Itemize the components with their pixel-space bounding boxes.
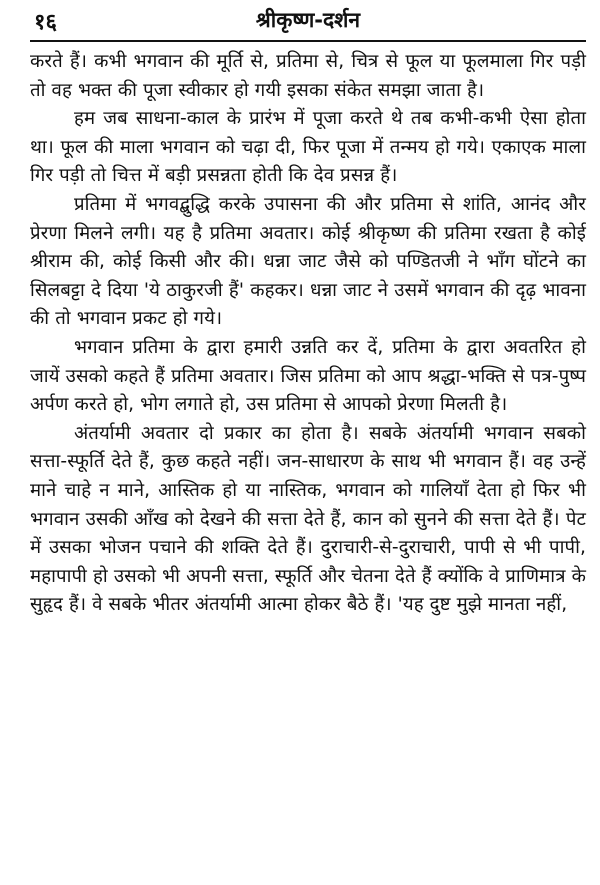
paragraph: अंतर्यामी अवतार दो प्रकार का होता है। सबके अंतर्यामी भगवान सबको सत्ता-स्फूर्ति देते हैं, कुछ कहते नहीं। जन-साधारण के साथ भी भगवान हैं। वह उन्हें माने चाहे न माने, आस्तिक हो या नास्तिक, भगवान को गालियाँ देता हो फिर भी भगवान उसकी आँख को देखने की सत्ता देते हैं, कान को सुनने की सत्ता देते हैं। पेट में उसका भोजन पचाने की शक्ति देते हैं। दुराचारी-से-दुराचारी, पापी से भी पापी, महापापी हो उसको भी अपनी सत्ता, स्फूर्ति और चेतना देते हैं क्योंकि वे प्राणिमात्र के सुहृद हैं। वे सबके भीतर अंतर्यामी आत्मा होकर बैठे हैं। 'यह दुष्ट मुझे मानता नहीं, — [30, 422, 586, 616]
paragraph: हम जब साधना-काल के प्रारंभ में पूजा करते थे तब कभी-कभी ऐसा होता था। फूल की माला भगवान को चढ़ा दी, फिर पूजा में तन्मय हो गये। एकाएक माला गिर पड़ी तो चित्त में बड़ी प्रसन्नता होती कि देव प्रसन्न हैं। — [30, 108, 586, 187]
running-title: श्रीकृष्ण-दर्शन — [255, 8, 361, 32]
paragraph-continued: करते हैं। कभी भगवान की मूर्ति से, प्रतिमा से, चित्र से फूल या फूलमाला गिर पड़ी तो वह भक्त की पूजा स्वीकार हो गयी इसका संकेत समझा जाता है। — [30, 51, 586, 101]
page-header — [30, 0, 586, 42]
body-text — [30, 48, 586, 620]
page-number: १६ — [34, 10, 57, 35]
paragraph: भगवान प्रतिमा के द्वारा हमारी उन्नति कर दें, प्रतिमा के द्वारा अवतरित हो जायें उसको कहते हैं प्रतिमा अवतार। जिस प्रतिमा को आप श्रद्धा-भक्ति से पत्र-पुष्प अर्पण करते हो, भोग लगाते हो, उस प्रतिमा से आपको प्रेरणा मिलती है। — [30, 336, 586, 416]
paragraph: प्रतिमा में भगवद्बुद्धि करके उपासना की और प्रतिमा से शांति, आनंद और प्रेरणा मिलने लगी। यह है प्रतिमा अवतार। कोई श्रीकृष्ण की प्रतिमा रखता है कोई श्रीराम की, कोई किसी और की। धन्ना जाट जैसे को पण्डितजी ने भाँग घोंटने का सिलबट्टा दे दिया 'ये ठाकुरजी हैं' कहकर। धन्ना जाट ने उसमें भगवान की दृढ़ भावना की तो भगवान प्रकट हो गये। — [30, 193, 586, 330]
